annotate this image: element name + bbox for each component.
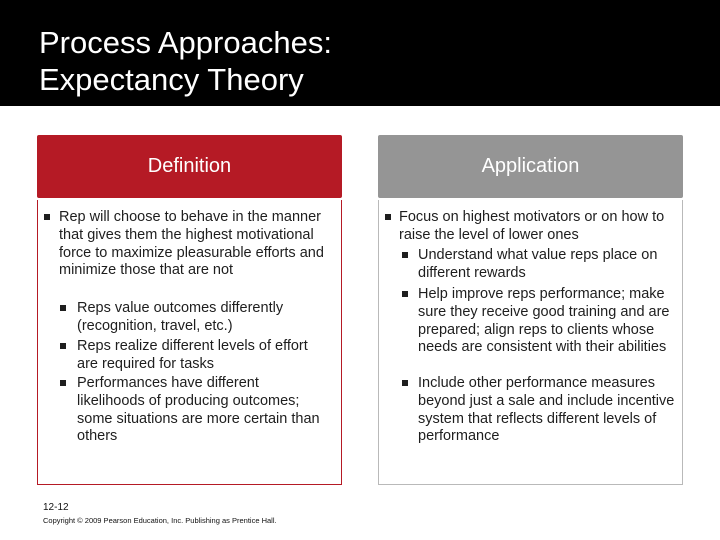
bullet-marker — [402, 252, 408, 258]
application-header-label: Application — [481, 155, 580, 177]
bullet-marker — [60, 380, 66, 386]
bullet-marker — [60, 343, 66, 349]
title-bar — [0, 0, 720, 106]
application-header — [378, 135, 683, 198]
application-subbullet-1: Understand what value reps place on different rewards — [418, 247, 658, 281]
bullet-marker — [60, 305, 66, 311]
slide-number: 12-12 — [43, 502, 69, 513]
definition-header-label: Definition — [147, 155, 232, 177]
definition-bullet: Rep will choose to behave in the manner that gives them the highest motivational force to maximize pleasurable efforts and minimize those that are not — [59, 209, 324, 279]
bullet-marker — [402, 291, 408, 297]
application-subbullet-3: Include other performance measures beyond just a sale and include incentive system that reflects different levels of performance — [418, 375, 675, 445]
definition-subbullet-1: Reps value outcomes differently (recognition, travel, etc.) — [77, 300, 284, 334]
slide-title: Process Approaches: Expectancy Theory — [39, 25, 332, 97]
application-bullet: Focus on highest motivators or on how to raise the level of lower ones — [399, 209, 665, 243]
copyright-notice: Copyright © 2009 Pearson Education, Inc. Publishing as Prentice Hall. — [43, 516, 277, 525]
definition-header — [37, 135, 342, 198]
bullet-marker — [385, 214, 391, 220]
definition-subbullet-3: Performances have different likelihoods of producing outcomes; some situations are more certain than others — [77, 375, 320, 445]
definition-subbullet-2: Reps realize different levels of effort are required for tasks — [77, 338, 308, 372]
bullet-marker — [402, 380, 408, 386]
application-subbullet-2: Help improve reps performance; make sure they receive good training and are prepared; align reps to clients whose needs are consistent with their abilities — [418, 286, 670, 356]
bullet-marker — [44, 214, 50, 220]
